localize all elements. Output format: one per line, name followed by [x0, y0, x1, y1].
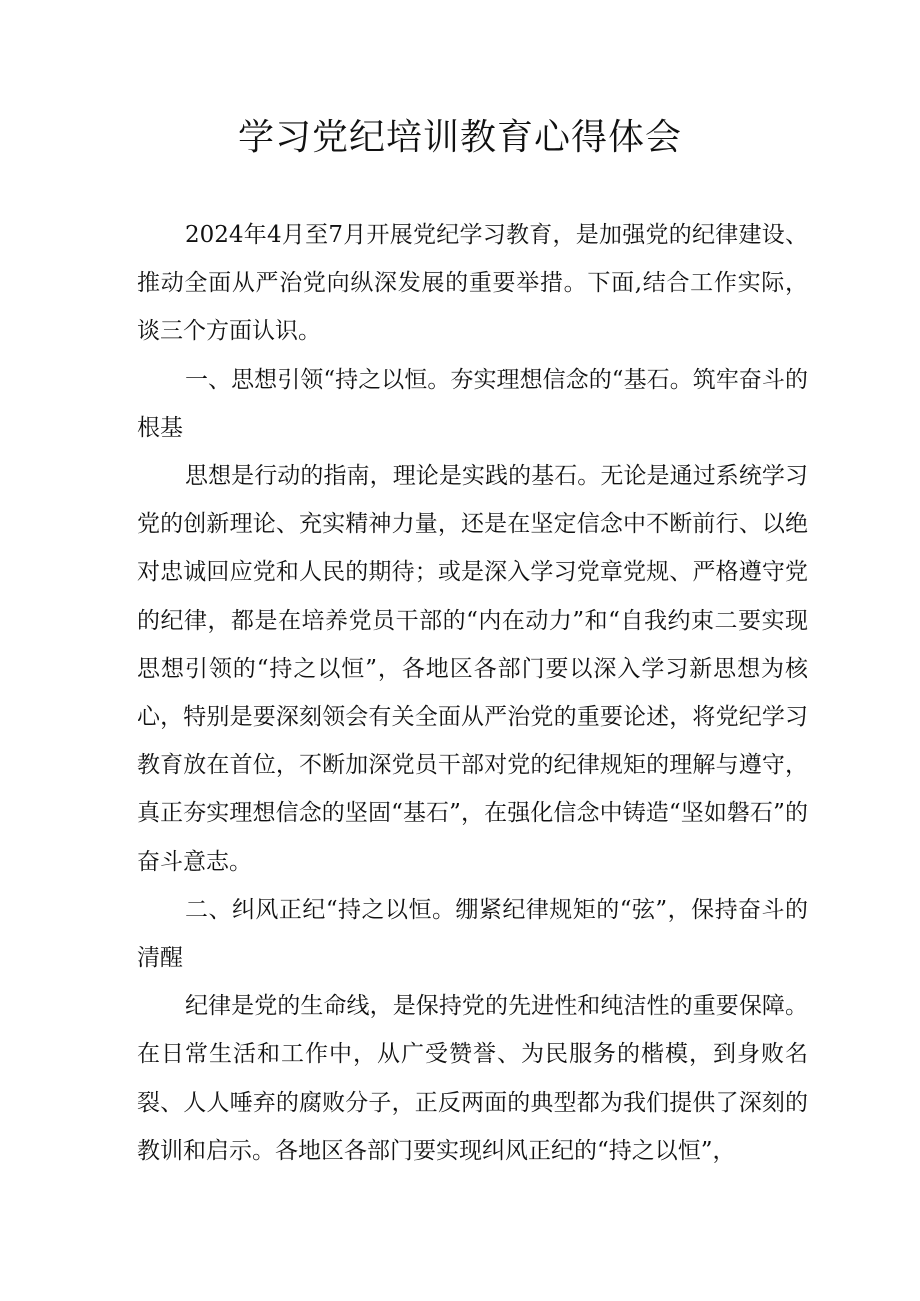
section-heading-2: 二、纠风正纪“持之以恒。绷紧纪律规矩的“弦”，保持奋斗的清醒: [137, 896, 808, 972]
section-heading-1: 一、思想引领“持之以恒。夯实理想信念的“基石。筑牢奋斗的根基: [137, 366, 808, 441]
document-body: [137, 211, 808, 1175]
paragraph-section-1: 思想是行动的指南，理论是实践的基石。无论是通过系统学习党的创新理论、充实精神力量，还是在坚定信念中不断前行、以绝对忠诚回应党和人民的期待；或是深入学习党章党规、严格遵守党的纪律，都是在培养党员干部的“内在动力”和“自我约束二要实现思想引领的“持之以恒”，各地区各部门要以深入学习新思想为核心，特别是要深刻领会有关全面从严治党的重要论述，将党纪学习教育放在首位，不断加深党员干部对党的纪律规矩的理解与遵守，真正夯实理想信念的坚固“基石”，在强化信念中铸造“坚如磐石”的奋斗意志。: [137, 463, 808, 875]
paragraph-section-2: 纪律是党的生命线，是保持党的先进性和纯洁性的重要保障。在日常生活和工作中，从广受赞誉、为民服务的楷模，到身败名裂、人人唾弃的腐败分子，正反两面的典型都为我们提供了深刻的教训和启示。各地区各部门要实现纠风正纪的“持之以恒”，: [137, 993, 808, 1164]
paragraph-intro: 2024年4月至7月开展党纪学习教育，是加强党的纪律建设、推动全面从严治党向纵深发展的重要举措。下面,结合工作实际，谈三个方面认识。: [137, 222, 808, 345]
document-title: 学习党纪培训教育心得体会: [237, 117, 682, 158]
